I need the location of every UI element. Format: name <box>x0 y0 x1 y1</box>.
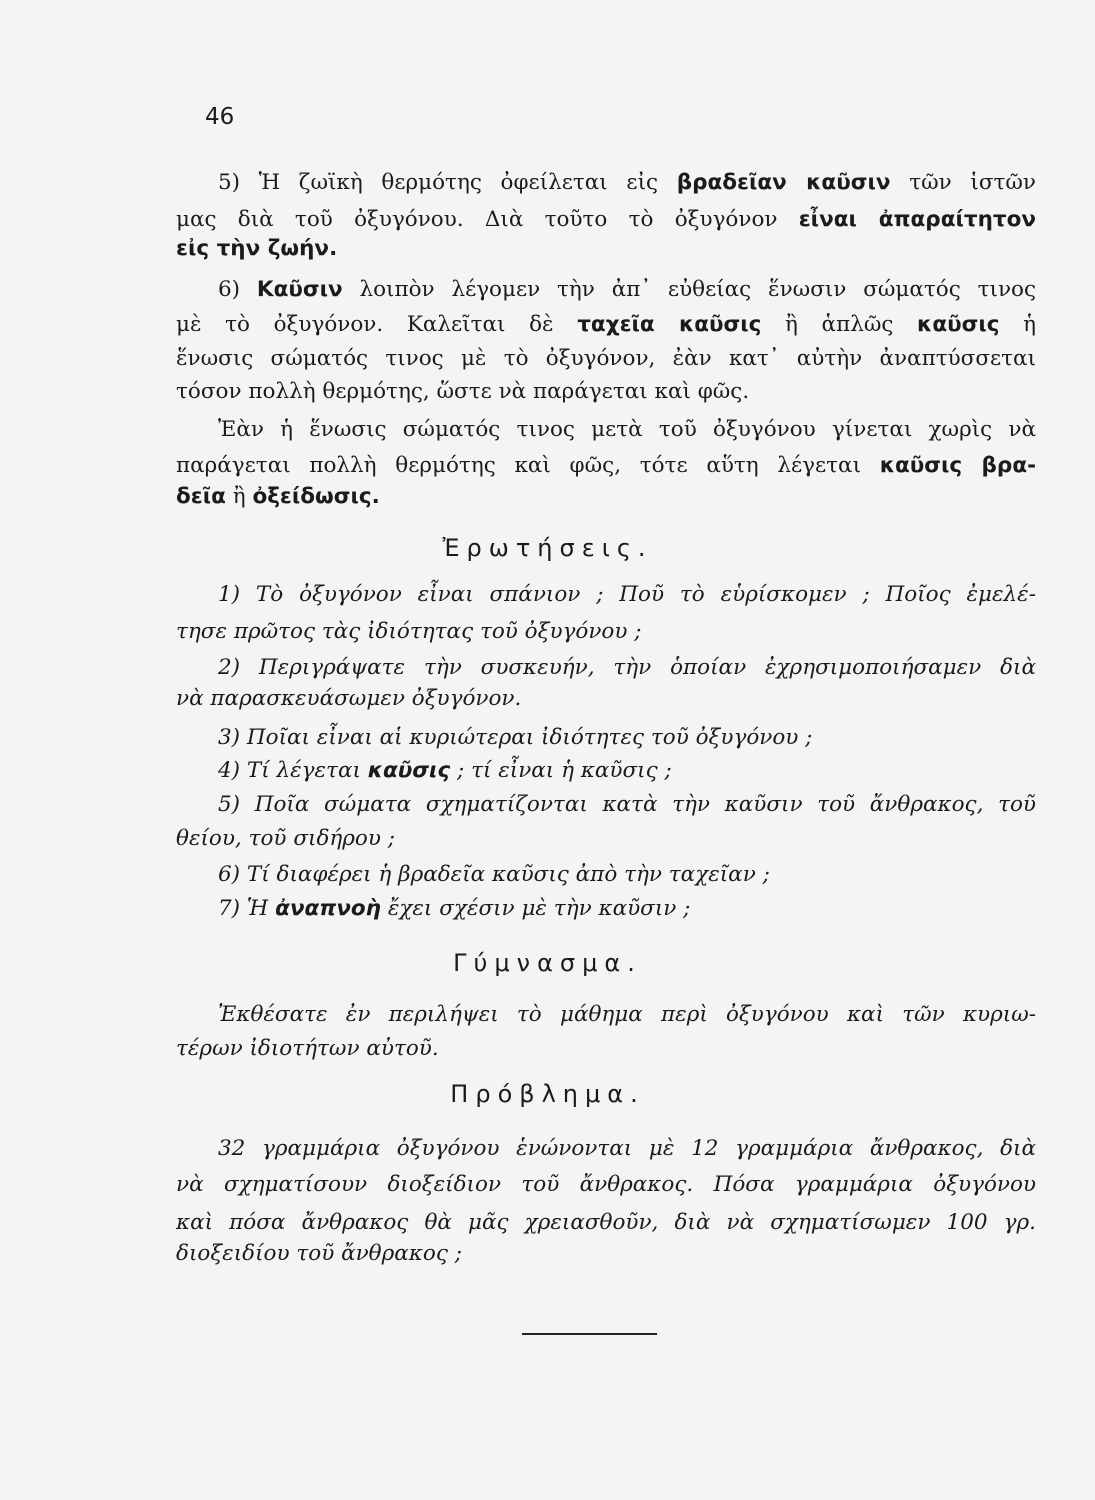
question-line: 5) Ποῖα σώματα σχηματίζονται κατὰ τὴν καῦσιν τοῦ ἄνθρακος, τοῦ <box>218 792 1036 817</box>
text-line: Ἐὰν ἡ ἕνωσις σώματός τινος μετὰ τοῦ ὀξυγόνου γίνεται χωρὶς νὰ <box>218 417 1036 442</box>
page-number: 46 <box>205 104 235 130</box>
text-line: ἕνωσις σώματός τινος μὲ τὸ ὀξυγόνον, ἐὰν κατ᾽ αὐτὴν ἀναπτύσσεται <box>176 346 1036 371</box>
questions-heading: Ἐρωτήσεις. <box>442 534 653 562</box>
question-line: νὰ παρασκευάσωμεν ὀξυγόνον. <box>176 686 522 711</box>
problem-line: διοξειδίου τοῦ ἄνθρακος ; <box>176 1241 462 1266</box>
text-line: 5) Ἡ ζωϊκὴ θερμότης ὀφείλεται εἰς βραδεῖαν καῦσιν τῶν ἱστῶν <box>218 170 1036 195</box>
exercise-heading: Γύμνασμα. <box>453 949 642 977</box>
problem-line: καὶ πόσα ἄνθρακος θὰ μᾶς χρειασθοῦν, διὰ νὰ σχηματίσωμεν 100 γρ. <box>176 1210 1036 1235</box>
problem-heading: Πρόβλημα. <box>450 1080 645 1108</box>
problem-line: 32 γραμμάρια ὀξυγόνου ἑνώνονται μὲ 12 γραμμάρια ἄνθρακος, διὰ <box>218 1136 1036 1161</box>
exercise-line: τέρων ἰδιοτήτων αὐτοῦ. <box>176 1036 439 1061</box>
question-line: 6) Τί διαφέρει ἡ βραδεῖα καῦσις ἀπὸ τὴν ταχεῖαν ; <box>218 862 770 887</box>
text-line: 6) Καῦσιν λοιπὸν λέγομεν τὴν ἀπ᾽ εὐθείας ἕνωσιν σώματός τινος <box>218 277 1036 302</box>
end-rule <box>522 1333 657 1335</box>
text-line: εἰς τὴν ζωήν. <box>176 236 338 261</box>
question-line: θείου, τοῦ σιδήρου ; <box>176 826 395 851</box>
text-line: τόσον πολλὴ θερμότης, ὥστε νὰ παράγεται καὶ φῶς. <box>176 379 750 404</box>
exercise-line: Ἐκθέσατε ἐν περιλήψει τὸ μάθημα περὶ ὀξυγόνου καὶ τῶν κυριω- <box>218 1002 1036 1027</box>
question-line: τησε πρῶτος τὰς ἰδιότητας τοῦ ὀξυγόνου ; <box>176 619 642 644</box>
question-line: 2) Περιγράψατε τὴν συσκευήν, τὴν ὁποίαν ἐχρησιμοποιήσαμεν διὰ <box>218 655 1036 680</box>
text-line: δεῖα ἢ ὀξείδωσις. <box>176 484 380 509</box>
text-line: μὲ τὸ ὀξυγόνον. Καλεῖται δὲ ταχεῖα καῦσις ἢ ἁπλῶς καῦσις ἡ <box>176 312 1036 337</box>
question-line: 1) Τὸ ὀξυγόνον εἶναι σπάνιον ; Ποῦ τὸ εὑρίσκομεν ; Ποῖος ἐμελέ- <box>218 582 1036 607</box>
question-line: 3) Ποῖαι εἶναι αἱ κυριώτεραι ἰδιότητες τοῦ ὀξυγόνου ; <box>218 725 813 750</box>
question-line: 4) Τί λέγεται καῦσις ; τί εἶναι ἡ καῦσις ; <box>218 758 672 783</box>
text-line: παράγεται πολλὴ θερμότης καὶ φῶς, τότε αὕτη λέγεται καῦσις βρα- <box>176 453 1037 478</box>
problem-line: νὰ σχηματίσουν διοξείδιον τοῦ ἄνθρακος. Πόσα γραμμάρια ὀξυγόνου <box>176 1172 1036 1197</box>
text-line: μας διὰ τοῦ ὀξυγόνου. Διὰ τοῦτο τὸ ὀξυγόνον εἶναι ἀπαραίτητον <box>176 207 1037 232</box>
question-line: 7) Ἡ ἀναπνοὴ ἔχει σχέσιν μὲ τὴν καῦσιν ; <box>218 896 691 921</box>
